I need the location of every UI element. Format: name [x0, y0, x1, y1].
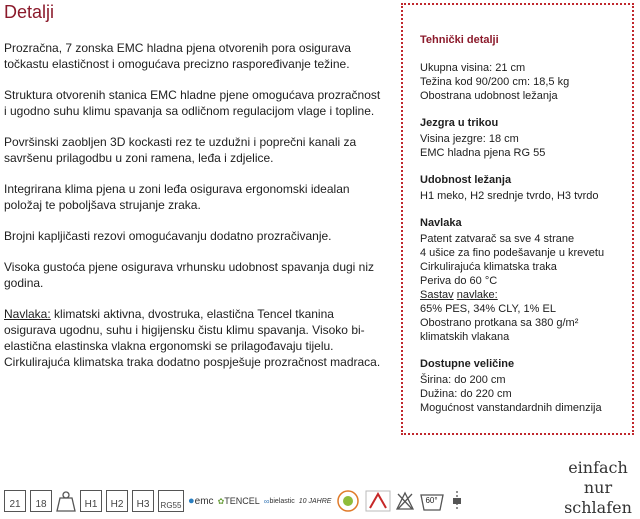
cover-line: klimatskih vlakana [420, 331, 510, 343]
rg-density-icon: RG55 [158, 490, 184, 512]
sizes-heading: Dostupne veličine [420, 358, 515, 370]
core-line: Visina jezgre: 18 cm [420, 133, 519, 145]
cover-line: 4 ušice za fino podešavanje u krevetu [420, 247, 605, 259]
cover-line: Periva do 60 °C [420, 275, 498, 287]
cover-heading: Navlaka [420, 217, 462, 229]
emc-logo-icon: ● emc [188, 495, 214, 507]
cover-text: klimatski aktivna, dvostruka, elastična Tencel tkanina osigurava ugodnu, suhu i higijensku čistu klimu spavanja. Visoko bi-elastična elastinska vlakna ergonomski se prilagođavaju tijelu. Cirkulirajuća klimatska traka dodatno pospješuje prozračnost madraca. [4, 307, 381, 369]
core-height-icon: 18 [30, 490, 52, 512]
paragraph: Prozračna, 7 zonska EMC hladna pjena otvorenih pora osigurava točkastu elastičnost i omogućava precizno raspoređivanje težine. [4, 41, 351, 71]
composition-label: Sastav navlake: [420, 289, 498, 301]
cover-label: Navlaka: [4, 307, 51, 321]
h1-icon: H1 [80, 490, 102, 512]
certificate-icon [335, 489, 361, 513]
paragraph: Struktura otvorenih stanica EMC hladne pjene omogućava prozračnost i ugodno suhu klimu spavanja sa odličnom regulacijom vlage i topline. [4, 88, 381, 118]
tech-section [420, 33, 620, 103]
brand-logo: einfach nur schlafen [564, 458, 632, 517]
core-section [420, 116, 620, 160]
h3-icon: H3 [132, 490, 154, 512]
height-icon: 21 [4, 490, 26, 512]
weight-icon [56, 489, 76, 513]
cover-line: Cirkulirajuća klimatska traka [420, 261, 557, 273]
bielastic-logo-icon: ∞ bielastic [263, 496, 295, 506]
sizes-section [420, 357, 620, 415]
hygiene-icon [365, 489, 391, 513]
cover-line: Patent zatvarač sa sve 4 strane [420, 233, 575, 245]
size-line: Mogućnost vanstandardnih dimenzija [420, 402, 602, 414]
cover-paragraph [4, 306, 382, 370]
size-line: Dužina: do 220 cm [420, 388, 512, 400]
paragraph: Površinski zaobljen 3D kockasti rez te uzdužni i poprečni kanali za savršenu prilagodbu u zoni ramena, leđa i zdjelice. [4, 135, 357, 165]
no-bleach-icon [395, 489, 415, 513]
description [4, 40, 382, 385]
tech-heading: Tehnički detalji [420, 34, 499, 46]
zipper-icon [449, 489, 465, 513]
size-line: Širina: do 200 cm [420, 374, 506, 386]
comfort-heading: Udobnost ležanja [420, 174, 512, 186]
warranty-icon: 10 JAHRE [298, 497, 332, 505]
tech-line: Težina kod 90/200 cm: 18,5 kg [420, 76, 570, 88]
cover-section [420, 216, 620, 344]
paragraph: Visoka gustoća pjene osigurava vrhunsku udobnost spavanja dugi niz godina. [4, 260, 375, 290]
page-title: Detalji [4, 2, 55, 22]
core-heading: Jezgra u trikou [420, 117, 499, 129]
paragraph: Integrirana klima pjena u zoni leđa osigurava ergonomski idealan položaj te poboljšava strujanje zraka. [4, 182, 350, 212]
comfort-line: H1 meko, H2 srednje tvrdo, H3 tvrdo [420, 190, 599, 202]
cover-line: Obostrano protkana sa 380 g/m² [420, 317, 579, 329]
paragraph: Brojni kapljičasti rezovi omogućavanju dodatno prozračivanje. [4, 229, 332, 243]
wash-temp-icon: 60° [419, 489, 445, 513]
cover-line: 65% PES, 34% CLY, 1% EL [420, 303, 556, 315]
h2-icon: H2 [106, 490, 128, 512]
technical-details-box [401, 3, 634, 435]
comfort-section [420, 173, 620, 203]
tech-line: Ukupna visina: 21 cm [420, 62, 526, 74]
tech-line: Obostrana udobnost ležanja [420, 90, 558, 102]
feature-icons [4, 487, 465, 515]
core-line: EMC hladna pjena RG 55 [420, 147, 546, 159]
tencel-logo-icon: ✿ TENCEL [217, 496, 260, 506]
